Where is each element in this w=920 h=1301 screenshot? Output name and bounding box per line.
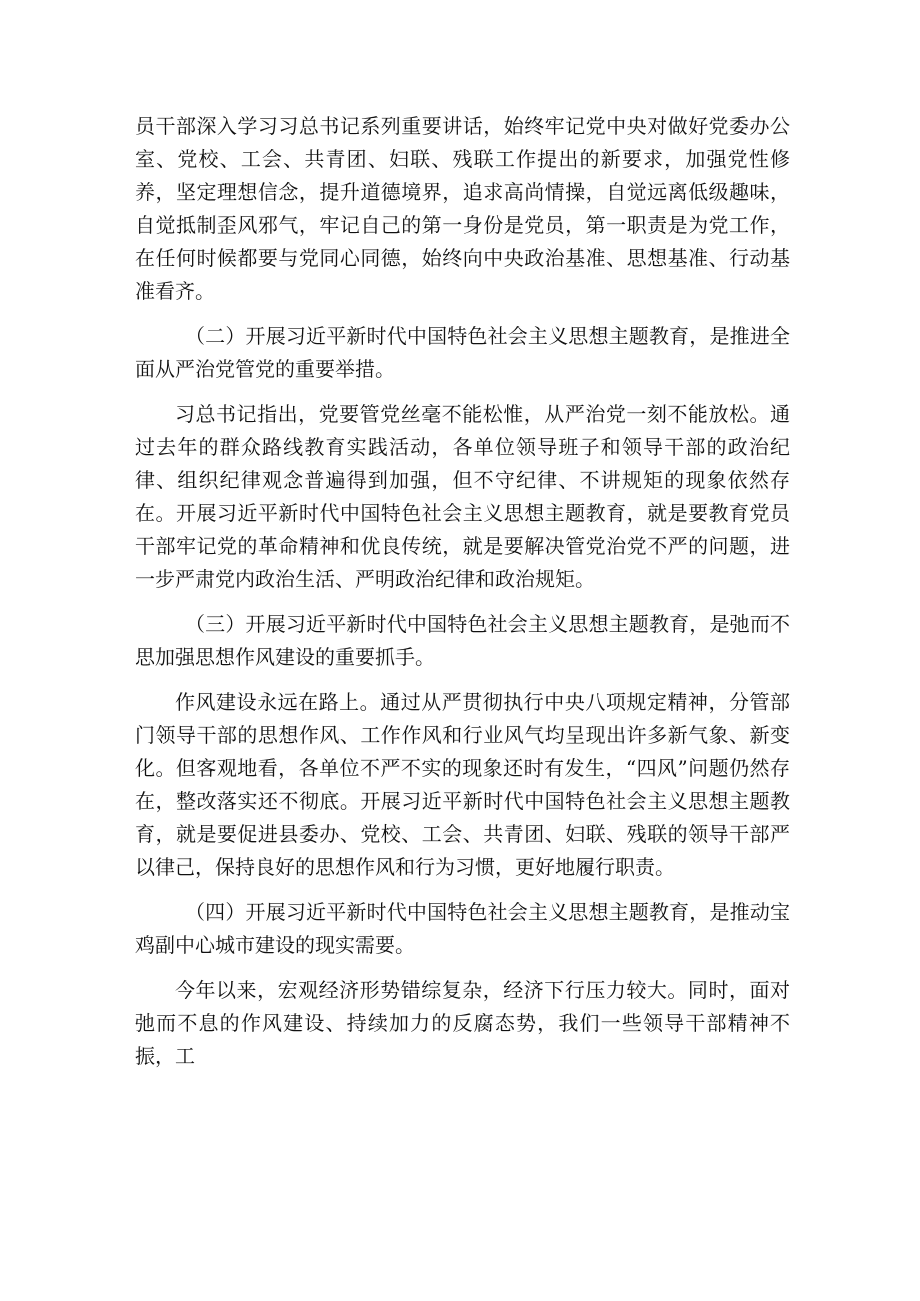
document-body [135,110,790,1085]
paragraph-body: 今年以来，宏观经济形势错综复杂，经济下行压力较大。同时，面对弛而不息的作风建设、持续加力的反腐态势，我们一些领导干部精神不振，工 [135,978,790,1068]
section-heading-2: （二）开展习近平新时代中国特色社会主义思想主题教育，是推进全面从严治党管党的重要举措。 [135,324,790,381]
section-heading-3: （三）开展习近平新时代中国特色社会主义思想主题教育，是弛而不思加强思想作风建设的重要抓手。 [135,612,790,669]
paragraph-continuation: 员干部深入学习习总书记系列重要讲话，始终牢记党中央对做好党委办公室、党校、工会、共青团、妇联、残联工作提出的新要求，加强党性修养，坚定理想信念，提升道德境界，追求高尚情操，自觉远离低级趣味，自觉抵制歪风邪气，牢记自己的第一身份是党员，第一职责是为党工作，在任何时候都要与党同心同德，始终向中央政治基准、思想基准、行动基准看齐。 [135,114,790,303]
paragraph-body: 作风建设永远在路上。通过从严贯彻执行中央八项规定精神，分管部门领导干部的思想作风、工作作风和行业风气均呈现出许多新气象、新变化。但客观地看，各单位不严不实的现象还时有发生，“四风”问题仍然存在，整改落实还不彻底。开展习近平新时代中国特色社会主义思想主题教育，就是要促进县委办、党校、工会、共青团、妇联、残联的领导干部严以律己，保持良好的思想作风和行为习惯，更好地履行职责。 [135,690,790,879]
paragraph-body: 习总书记指出，党要管党丝毫不能松惟，从严治党一刻不能放松。通过去年的群众路线教育实践活动，各单位领导班子和领导干部的政治纪律、组织纪律观念普遍得到加强，但不守纪律、不讲规矩的现象依然存在。开展习近平新时代中国特色社会主义思想主题教育，就是要教育党员干部牢记党的革命精神和优良传统，就是要解决管党治党不严的问题，进一步严肃党内政治生活、严明政治纪律和政治规矩。 [135,402,790,591]
section-heading-4: （四）开展习近平新时代中国特色社会主义思想主题教育，是推动宝鸡副中心城市建设的现实需要。 [135,900,790,957]
